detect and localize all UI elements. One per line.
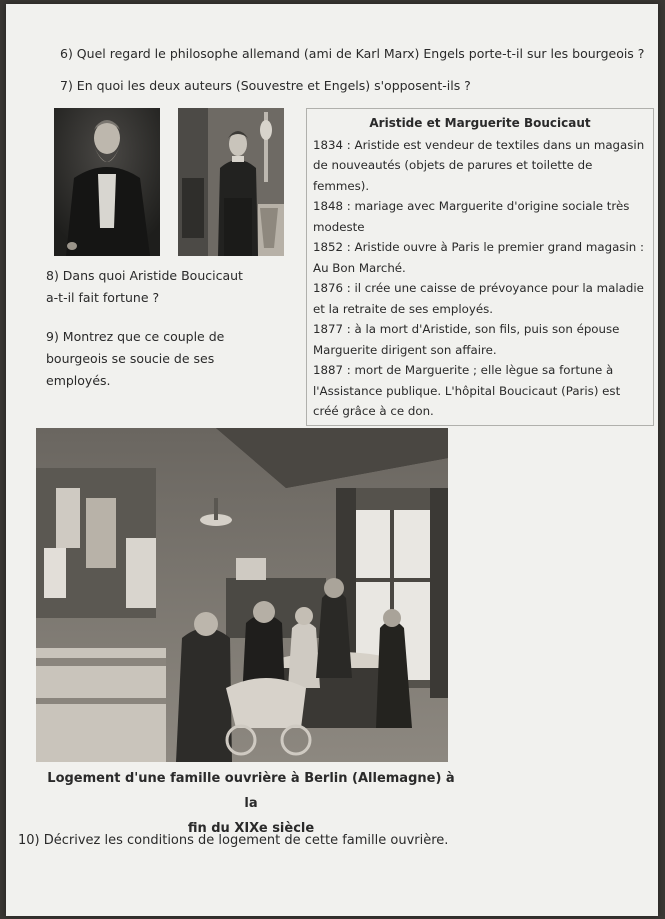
- question-8-line-1: 8) Dans quoi Aristide Boucicaut: [46, 268, 243, 283]
- question-6: 6) Quel regard le philosophe allemand (ami de Karl Marx) Engels porte-t-il sur les bourgeois ?: [60, 46, 645, 61]
- photo-caption-line-1: Logement d'une famille ouvrière à Berlin (Allemagne) à la: [47, 771, 455, 811]
- question-8: [46, 265, 243, 309]
- question-10: 10) Décrivez les conditions de logement de cette famille ouvrière.: [18, 833, 449, 848]
- worksheet-page: [6, 4, 658, 916]
- timeline-entry-1834: 1834 : Aristide est vendeur de textiles dans un magasin de nouveautés (objets de parures et toilette de femmes).: [313, 137, 645, 193]
- photo-caption-line-2: fin du XIXe siècle: [187, 821, 315, 836]
- question-9-line-3: employés.: [46, 373, 111, 388]
- boucicaut-timeline-box: [306, 108, 654, 426]
- timeline-entry-1876: 1876 : il crée une caisse de prévoyance pour la maladie et la retraite de ses employés.: [313, 281, 644, 316]
- question-9-line-1: 9) Montrez que ce couple de: [46, 329, 225, 344]
- aristide-portrait: [54, 108, 160, 256]
- question-8-line-2: a-t-il fait fortune ?: [46, 290, 160, 305]
- timeline-entry-1877: 1877 : à la mort d'Aristide, son fils, puis son épouse Marguerite dirigent son affaire.: [313, 322, 620, 357]
- timeline-title: Aristide et Marguerite Boucicaut: [369, 116, 591, 130]
- worker-family-housing-photo: [36, 428, 448, 762]
- question-7: 7) En quoi les deux auteurs (Souvestre et Engels) s'opposent-ils ?: [60, 78, 471, 93]
- timeline-entry-1852: 1852 : Aristide ouvre à Paris le premier grand magasin : Au Bon Marché.: [313, 240, 644, 275]
- timeline-entry-1887: 1887 : mort de Marguerite ; elle lègue sa fortune à l'Assistance publique. L'hôpital Boucicaut (Paris) est créé grâce à ce don.: [313, 363, 621, 418]
- question-9-line-2: bourgeois se soucie de ses: [46, 351, 215, 366]
- question-9: [46, 326, 224, 392]
- marguerite-portrait: [178, 108, 284, 256]
- timeline-entry-1848: 1848 : mariage avec Marguerite d'origine sociale très modeste: [313, 199, 630, 234]
